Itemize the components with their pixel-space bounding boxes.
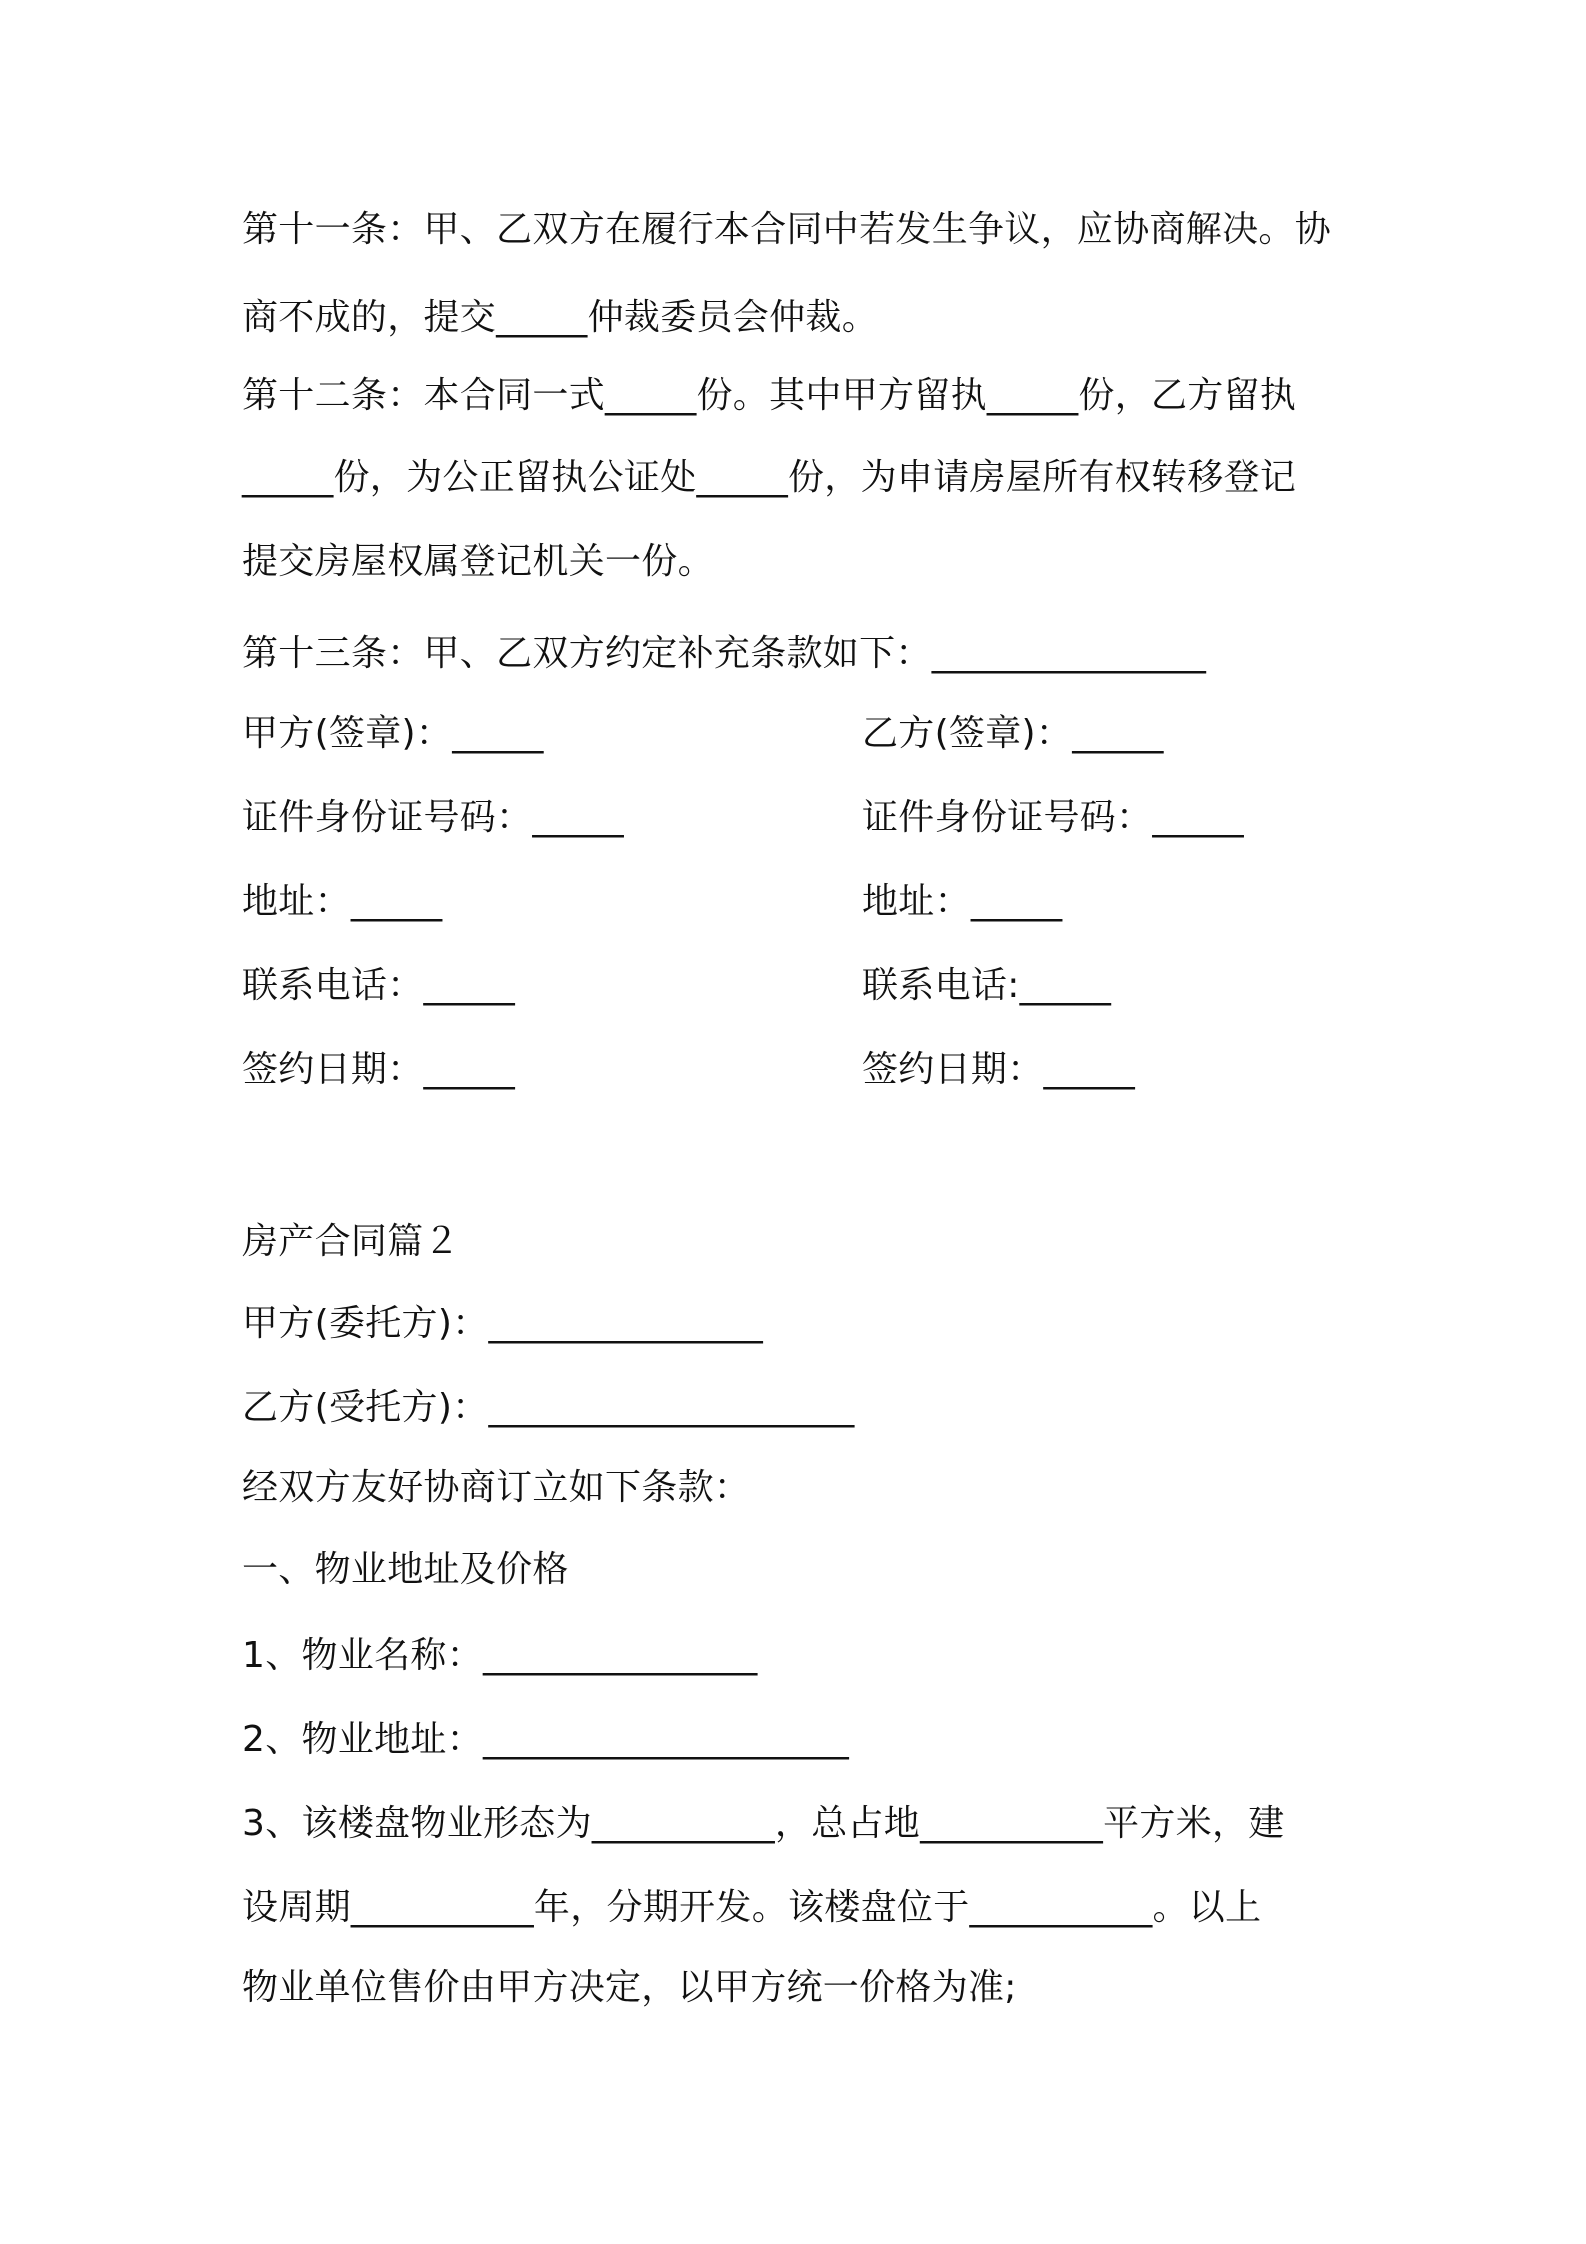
- party-b-address: 地址：_____: [862, 881, 1063, 922]
- party-a-date: 签约日期：_____: [242, 1049, 515, 1090]
- party-a-phone: 联系电话：_____: [242, 965, 515, 1006]
- party-b-date: 签约日期：_____: [862, 1049, 1135, 1090]
- party-a-id: 证件身份证号码：_____: [242, 797, 624, 838]
- section-2-party-a: 甲方(委托方)：_______________: [242, 1303, 763, 1344]
- article-12-line-3: 提交房屋权属登记机关一份。: [242, 541, 714, 582]
- clause-1-item-2: 2、物业地址：____________________: [242, 1719, 850, 1760]
- article-12-line-2: _____份，为公正留执公证处_____份，为申请房屋所有权转移登记: [242, 457, 1297, 498]
- section-2-intro: 经双方友好协商订立如下条款：: [242, 1467, 751, 1508]
- clause-1-title: 一、物业地址及价格: [242, 1549, 569, 1590]
- party-b-id: 证件身份证号码：_____: [862, 797, 1244, 838]
- party-a-address: 地址：_____: [242, 881, 443, 922]
- article-11-line-1: 第十一条：甲、乙双方在履行本合同中若发生争议，应协商解决。协: [242, 209, 1332, 250]
- clause-1-item-1: 1、物业名称：_______________: [242, 1635, 758, 1676]
- section-2-heading: 房产合同篇２: [242, 1221, 460, 1262]
- article-12-line-1: 第十二条：本合同一式_____份。其中甲方留执_____份，乙方留执: [242, 375, 1297, 416]
- clause-1-item-3-line-2: 设周期__________年，分期开发。该楼盘位于__________。以上: [242, 1887, 1262, 1928]
- clause-1-item-3-line-1: 3、该楼盘物业形态为__________，总占地__________平方米，建: [242, 1803, 1285, 1844]
- party-a-seal: 甲方(签章)：_____: [242, 713, 544, 754]
- party-b-seal: 乙方(签章)：_____: [862, 713, 1164, 754]
- article-11-line-2: 商不成的，提交_____仲裁委员会仲裁。: [242, 297, 878, 338]
- section-2-party-b: 乙方(受托方)：____________________: [242, 1387, 855, 1428]
- clause-1-item-3-line-3: 物业单位售价由甲方决定，以甲方统一价格为准;: [242, 1967, 1017, 2008]
- article-13: 第十三条：甲、乙双方约定补充条款如下：_______________: [242, 633, 1207, 674]
- party-b-phone: 联系电话:_____: [862, 965, 1112, 1006]
